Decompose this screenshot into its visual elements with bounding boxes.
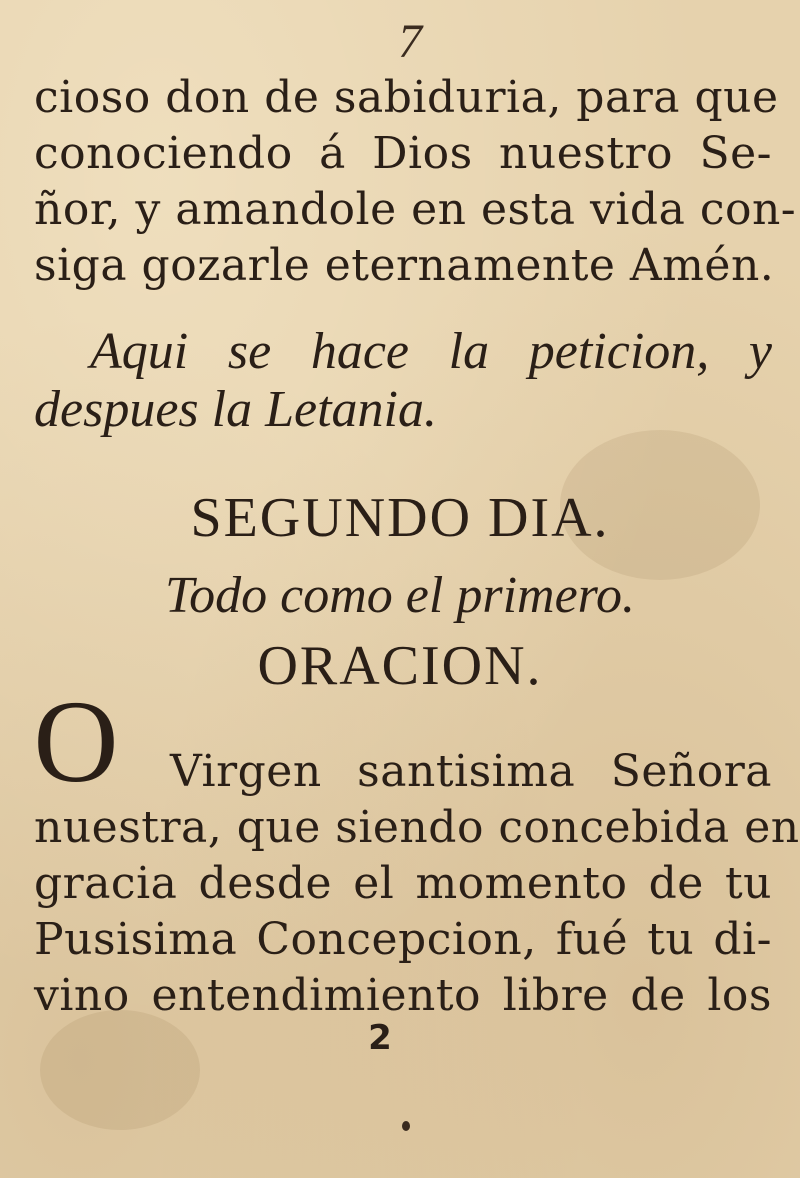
body-line: conociendo á Dios nuestro Se- (34, 128, 772, 179)
rubric-line: Aqui se hace la peticion, y (90, 323, 772, 380)
section-subheading: Todo como el primero. (165, 567, 635, 624)
prayer-line: nuestra, que siendo concebida en (34, 802, 800, 853)
prayer-title: ORACION. (257, 635, 543, 697)
prayer-line: vino entendimiento libre de los (34, 970, 772, 1021)
section-heading: SEGUNDO DIA. (190, 487, 610, 549)
paper-stain (40, 1010, 200, 1130)
prayer-line: Virgen santisima Señora (170, 746, 772, 797)
rubric-line: despues la Letania. (34, 381, 437, 438)
page-number: 7 (398, 15, 422, 68)
prayer-line: gracia desde el momento de tu (34, 858, 772, 909)
body-line: ñor, y amandole en esta vida con- (34, 184, 797, 235)
prayer-line: Pusisima Concepcion, fué tu di- (34, 914, 772, 965)
body-line: cioso don de sabiduria, para que (34, 72, 779, 123)
body-line: siga gozarle eternamente Amén. (34, 240, 775, 291)
drop-cap: O (33, 676, 119, 807)
ink-dot (402, 1121, 410, 1131)
signature-mark: 2 (368, 1018, 392, 1058)
